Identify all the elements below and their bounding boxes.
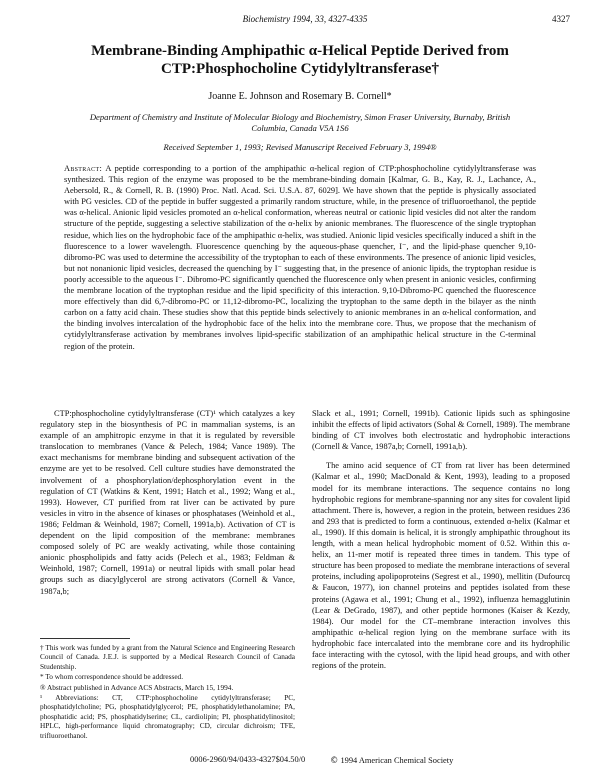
article-title: Membrane-Binding Amphipathic α-Helical Peptide Derived from CTP:Phosphocholine Cytidylyltransferase† <box>91 43 509 77</box>
page-number: 4327 <box>552 14 570 24</box>
footnote: ® Abstract published in Advance ACS Abstracts, March 15, 1994. <box>40 682 234 692</box>
footnote: ¹ Abbreviations: CT, CTP:phosphocholine cytidylyltransferase; PC, phosphatidylcholine; PG, phosphatidylglycerol; PE, phosphatidylethanolamine; PA, phosphatidic acid; PS, phosphatidylserine; CL, cardiolipin; PI, phosphatidylinositol; HPLC, high-performance liquid chromatography; CD, circular dichroism; TFE, trifluoroethanol. <box>40 693 295 740</box>
footnote: * To whom correspondence should be addressed. <box>40 672 184 682</box>
author-affiliation: Department of Chemistry and Institute of Molecular Biology and Biochemistry, Simon Fraser University, Burnaby, British Columbia, Canada V5A 1S6 <box>89 112 511 133</box>
footnote: † This work was funded by a grant from the Natural Science and Engineering Research Council of Canada. J.E.J. is supported by a Medical Research Council of Canada Studentship. <box>40 643 295 671</box>
abstract-label: Abstract: <box>64 164 103 173</box>
footnote-divider <box>40 638 130 639</box>
body-column-right <box>312 408 570 679</box>
article-authors: Joanne E. Johnson and Rosemary B. Cornell* <box>208 91 392 102</box>
body-paragraph: The amino acid sequence of CT from rat liver has been determined (Kalmar et al., 1990; MacDonald & Kent, 1993), leading to a proposed model for its membrane interactions. The sequence contains no long hydrophobic regions for membrane-spanning nor any sites for covalent lipid attachment. There is, however, a region in the protein, between residues 236 and 293 that is predicted to form a continuous, extended α-helix (Kalmar et al., 1990). If this domain is helical, it is strongly amphipathic throughout its length, with a mean helical hydrophobic moment of 0.52. Within this α-helix, an 11-mer motif is repeated three times in tandem. This type of structure has been proposed to mediate the membrane interactions of several proteins, including apolipoproteins (Segrest et al., 1990), mellitin (Dufourcq & Faucon, 1977), ion channel proteins and peptides isolated from these proteins (Agawa et al., 1991; Chung et al., 1992), influenza hemagglutinin (Lear & DeGrado, 1987), and other peptide hormones (Kaiser & Kezdy, 1984). Our model for the CT–membrane interaction involves this amphipathic α-helical region lying on the membrane surface with its hydrophobic face intercalated into the membrane core and its hydrophilic face interacting with the cytosol, with the lipid head groups, and with other regions of the protein. <box>312 461 570 671</box>
issn-code: 0006-2960/94/0433-4327$04.50/0 <box>190 755 306 764</box>
body-column-left <box>40 408 295 605</box>
copyright-text: 1994 American Chemical Society <box>340 756 454 765</box>
body-paragraph: Slack et al., 1991; Cornell, 1991b). Cationic lipids such as sphingosine inhibit the effects of lipid activators (Sohal & Cornell, 1989). The membrane binding of CT involves both electrostatic and hydrophobic interactions (Cornell & Vance, 1987a,b; Cornell, 1991a,b). <box>312 409 570 452</box>
abstract-text: A peptide corresponding to a portion of the amphipathic α-helical region of CTP:phosphocholine cytidylyltransferase was synthesized. This region of the enzyme was proposed to be the membrane-binding domain [Kalmar, G. B., Kay, R. J., Lachance, A., Aebersold, R., & Cornell, R. B. (1990) Proc. Natl. Acad. Sci. U.S.A. 87, 6029]. We have shown that the peptide is physically associated with PG vesicles. CD of the peptide in buffer suggested a primarily random structure, while, in the presence of trifluoroethanol, the peptide was α-helical. Anionic lipid vesicles promoted an α-helical conformation, whereas neutral or cationic lipid vesicles did not alter the random structure of the peptide, suggesting a selective stabilization of the α-helix by anionic membranes. The fluorescence of the single tryptophan residue, which lies on the hydrophobic face of the amphipathic α-helix, was studied. Anionic lipid vesicles specifically induced a shift in the fluorescence to a lower wavelength. Fluorescence quenching by the aqueous-phase quencher, I⁻, and the lipid-phase quencher 9,10-dibromo-PC was used to determine the accessibility of the tryptophan to each of these environments. The presence of anionic lipid vesicles, but not nonanionic lipid vesicles, decreased the quenching by I⁻ suggesting that, in the presence of anionic lipids, the tryptophan residue is poorly accessible to the aqueous I⁻. Dibromo-PC significantly quenched the fluorescence only when present in anionic vesicles, confirming the membrane location of the tryptophan residue and the lipid specificity of this interaction. 9,10-Dibromo-PC quenched the fluorescence more effectively than did 6,7-dibromo-PC or 11,12-dibromo-PC, localizing the tryptophan to the same depth in the bilayer as the ninth carbon on a fatty acid chain. These studies show that this peptide binds selectively to anionic membranes in an α-helical conformation, and the binding involves intercalation of the hydrophobic face of the helix into the membrane core. Thus, we propose that the mechanism of cytidylyltransferase activation by membranes involves lipid-specific stabilization of an amphipathic helical structure in the C-terminal region of the protein. <box>64 164 536 351</box>
body-paragraph: CTP:phosphocholine cytidylyltransferase (CT)¹ which catalyzes a key regulatory step in the biosynthesis of PC in mammalian systems, is an example of an amphitropic enzyme in that it is regulated by reversible translocation to membranes (Vance & Pelech, 1984; Vance 1989). The exact mechanisms for membrane binding and subsequent activation of the enzyme are yet to be resolved. Cell culture studies have demonstrated the involvement of a phosphorylation/dephosphorylation event in the regulation of CT (Watkins & Kent, 1991; Hatch et al., 1992; Wang et al., 1993). However, CT purified from rat liver can be activated by pure vesicles in vitro in the absence of kinases or phosphatases (Weinhold et al., 1986; Feldman & Weinhold, 1987; Cornell, 1991a,b). Activation of CT is dependent on the lipid composition of the membrane: membranes composed solely of PC are weakly activating, while those containing anionic phospholipids and fatty acids (Pelech et al., 1983; Feldman & Weinhold, 1987; Cornell, 1991a) or neutral lipids with small polar head groups such as diacylglycerol are strong activators (Cornell & Vance, 1987a,b; <box>40 409 295 596</box>
page-footer <box>0 755 600 767</box>
journal-citation: Biochemistry 1994, 33, 4327-4335 <box>242 14 368 24</box>
copyright-icon: © <box>330 755 339 765</box>
running-header <box>40 14 570 28</box>
abstract <box>64 163 536 352</box>
received-dates: Received September 1, 1993; Revised Manuscript Received February 3, 1994® <box>163 142 437 152</box>
footnotes <box>40 643 295 741</box>
copyright <box>330 755 453 765</box>
